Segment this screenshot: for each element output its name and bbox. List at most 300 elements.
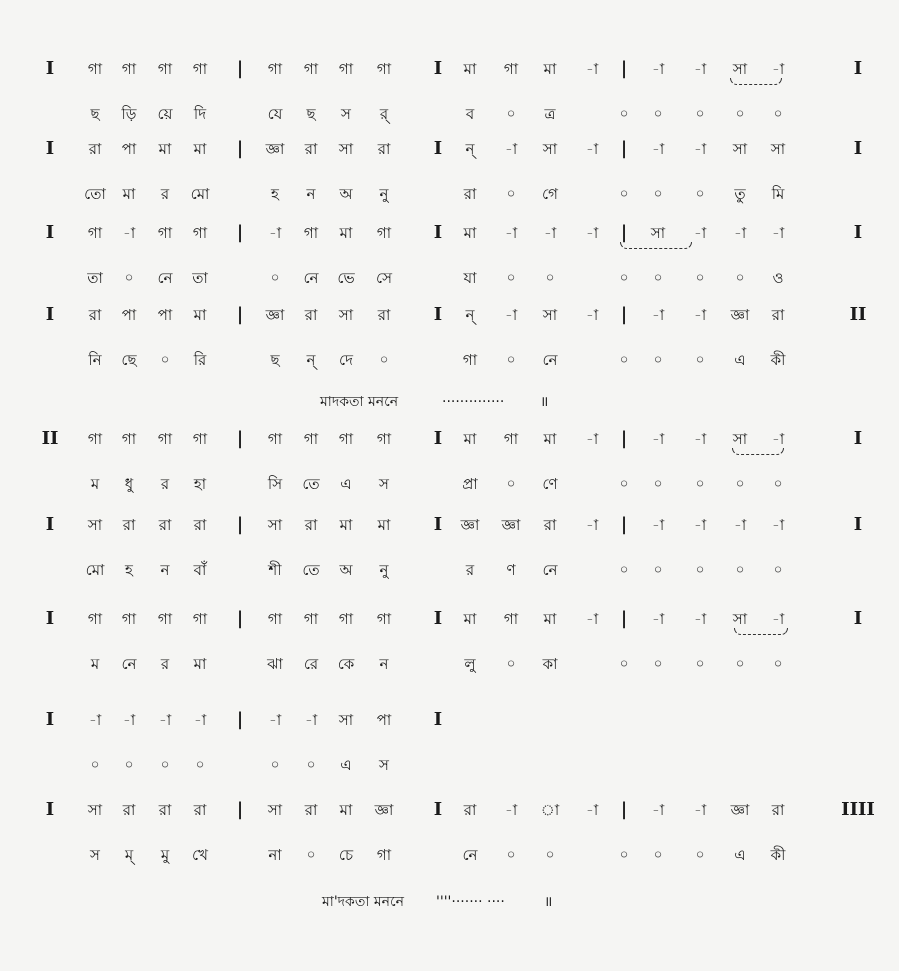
lyric-syllable: মি <box>771 185 785 203</box>
lyric-syllable: স <box>341 105 351 123</box>
note: -া <box>88 711 102 729</box>
refrain-text: মাদকতা মননে <box>320 394 399 410</box>
bar-line: | <box>620 58 628 79</box>
note: গা <box>157 224 173 242</box>
lyric-syllable: কী <box>770 351 786 369</box>
note: -া <box>651 801 665 819</box>
note: মা <box>158 140 172 158</box>
note: জ্ঞা <box>460 516 480 534</box>
lyric-syllable: ছ <box>90 105 100 123</box>
lyric-syllable: নি <box>88 351 102 369</box>
note: গা <box>303 60 319 78</box>
lyric-syllable: ০ <box>695 847 705 863</box>
note: রা <box>158 516 172 534</box>
bar-line: I <box>433 222 443 243</box>
note: মা <box>543 60 557 78</box>
lyric-syllable: ও <box>772 269 784 287</box>
note: মা <box>463 60 477 78</box>
bar-line: | <box>236 799 244 820</box>
lyric-syllable: ০ <box>506 476 516 492</box>
lyric-syllable: ০ <box>619 106 629 122</box>
note: -া <box>771 60 785 78</box>
lyric-syllable: ০ <box>160 757 170 773</box>
lyric-syllable: স <box>379 756 389 774</box>
lyric-syllable: ০ <box>124 757 134 773</box>
lyric-line <box>0 469 899 499</box>
lyric-syllable: ০ <box>506 186 516 202</box>
lyric-syllable: ০ <box>545 847 555 863</box>
note: সা <box>732 140 748 158</box>
note: রা <box>193 801 207 819</box>
refrain-dots: ''''······· ···· <box>436 894 505 910</box>
note: গা <box>376 60 392 78</box>
note: সা <box>770 140 786 158</box>
bar-line: II <box>41 428 59 449</box>
note: রা <box>377 140 391 158</box>
lyric-syllable: ০ <box>506 106 516 122</box>
note: -া <box>585 140 599 158</box>
bar-line: | <box>236 138 244 159</box>
lyric-syllable: গা <box>462 351 478 369</box>
lyric-syllable: মো <box>85 561 105 579</box>
lyric-syllable: যে <box>267 105 283 123</box>
lyric-syllable: ভে <box>337 269 355 287</box>
note: -া <box>585 224 599 242</box>
lyric-syllable: ০ <box>653 106 663 122</box>
note: গা <box>376 430 392 448</box>
note: সা <box>267 801 283 819</box>
notation-line <box>0 795 899 825</box>
bar-line: | <box>620 608 628 629</box>
note: সা <box>87 801 103 819</box>
note: গা <box>303 430 319 448</box>
bar-line: I <box>45 514 55 535</box>
lyric-syllable: ড়ি <box>121 105 137 123</box>
lyric-syllable: ০ <box>653 352 663 368</box>
bar-line: IIII <box>841 799 875 820</box>
lyric-syllable: খে <box>192 846 208 864</box>
note: া <box>540 801 560 819</box>
lyric-syllable: ০ <box>90 757 100 773</box>
note: গা <box>338 430 354 448</box>
lyric-syllable: তা <box>192 269 208 287</box>
lyric-syllable: য়ে <box>157 105 173 123</box>
lyric-syllable: মা <box>193 655 207 673</box>
note: গা <box>503 430 519 448</box>
refrain-dots: ·············· <box>442 394 505 410</box>
lyric-syllable: দে <box>339 351 353 369</box>
note: -া <box>651 610 665 628</box>
bar-line: | <box>236 709 244 730</box>
note: পা <box>157 306 173 324</box>
lyric-syllable: ০ <box>695 562 705 578</box>
lyric-syllable: ০ <box>653 476 663 492</box>
note: সা <box>338 306 354 324</box>
note: সা <box>650 224 666 242</box>
note: রা <box>122 801 136 819</box>
note: রা <box>193 516 207 534</box>
notation-line <box>0 218 899 248</box>
note: -া <box>693 430 707 448</box>
note: রা <box>304 306 318 324</box>
note: গা <box>192 430 208 448</box>
note: গা <box>87 224 103 242</box>
bar-line: I <box>433 514 443 535</box>
bar-line: I <box>433 138 443 159</box>
note: গা <box>503 610 519 628</box>
bar-line: I <box>853 222 863 243</box>
lyric-syllable: ০ <box>124 270 134 286</box>
lyric-syllable: ০ <box>619 847 629 863</box>
bar-line: | <box>620 304 628 325</box>
note: -া <box>693 224 707 242</box>
note: গা <box>121 610 137 628</box>
bar-line: | <box>236 428 244 449</box>
note: গা <box>121 60 137 78</box>
bar-line: | <box>620 138 628 159</box>
lyric-syllable: ০ <box>195 757 205 773</box>
note: মা <box>339 516 353 534</box>
note: মা <box>339 224 353 242</box>
lyric-line <box>0 345 899 375</box>
note: গা <box>376 224 392 242</box>
lyric-syllable: ০ <box>506 847 516 863</box>
lyric-syllable: র <box>160 655 170 673</box>
note: গা <box>267 60 283 78</box>
lyric-syllable: ০ <box>653 847 663 863</box>
note: রা <box>543 516 557 534</box>
lyric-syllable: এ <box>340 756 352 774</box>
lyric-syllable: ত্র <box>544 105 556 123</box>
note: -া <box>651 60 665 78</box>
lyric-syllable: র্ <box>379 105 389 123</box>
note: -া <box>122 224 136 242</box>
lyric-syllable: ০ <box>619 352 629 368</box>
note: গা <box>192 60 208 78</box>
lyric-syllable: এ <box>340 475 352 493</box>
note: গা <box>303 610 319 628</box>
refrain-text: মা'দকতা মননে <box>322 894 404 910</box>
lyric-syllable: র <box>465 561 475 579</box>
note: গা <box>192 610 208 628</box>
lyric-syllable: সি <box>267 475 283 493</box>
lyric-syllable: তে <box>302 561 320 579</box>
meend-slur <box>620 242 692 249</box>
bar-line: I <box>853 428 863 449</box>
lyric-line <box>0 840 899 870</box>
lyric-syllable: ম্ <box>124 846 134 864</box>
note: -া <box>158 711 172 729</box>
lyric-syllable: ০ <box>773 476 783 492</box>
lyric-line <box>0 179 899 209</box>
lyric-syllable: ০ <box>619 270 629 286</box>
lyric-syllable: ন <box>160 561 170 579</box>
bar-line: I <box>45 608 55 629</box>
note: -া <box>651 306 665 324</box>
note: -া <box>771 430 785 448</box>
note: গা <box>192 224 208 242</box>
note: গা <box>338 610 354 628</box>
bar-line: I <box>433 709 443 730</box>
note: গা <box>338 60 354 78</box>
note: রা <box>304 516 318 534</box>
lyric-syllable: ছ <box>306 105 316 123</box>
note: -া <box>193 711 207 729</box>
lyric-line <box>0 750 899 780</box>
lyric-syllable: যা <box>463 269 477 287</box>
lyric-syllable: মু <box>160 846 170 864</box>
lyric-syllable: ০ <box>773 106 783 122</box>
lyric-syllable: ০ <box>695 352 705 368</box>
lyric-syllable: ম <box>90 475 100 493</box>
note: গা <box>267 610 283 628</box>
note: রা <box>463 801 477 819</box>
note: -া <box>504 140 518 158</box>
lyric-syllable: লু <box>464 655 476 673</box>
lyric-syllable: শী <box>268 561 282 579</box>
bar-line: I <box>45 222 55 243</box>
note: সা <box>542 306 558 324</box>
lyric-line <box>0 649 899 679</box>
note: গা <box>157 610 173 628</box>
bar-line: I <box>853 608 863 629</box>
lyric-syllable: ০ <box>379 352 389 368</box>
lyric-syllable: মো <box>190 185 210 203</box>
lyric-line <box>0 99 899 129</box>
lyric-syllable: ০ <box>619 186 629 202</box>
note: -া <box>585 60 599 78</box>
note: জ্ঞা <box>730 306 750 324</box>
lyric-syllable: ০ <box>695 106 705 122</box>
lyric-syllable: হা <box>193 475 207 493</box>
lyric-syllable: ব <box>465 105 475 123</box>
bar-line: I <box>433 428 443 449</box>
lyric-syllable: নে <box>157 269 173 287</box>
lyric-syllable: ০ <box>735 476 745 492</box>
lyric-syllable: বাঁ <box>193 561 207 579</box>
bar-line: I <box>45 799 55 820</box>
lyric-syllable: তে <box>302 475 320 493</box>
bar-line: I <box>853 514 863 535</box>
bar-line: II <box>849 304 867 325</box>
note: -া <box>733 224 747 242</box>
note: সা <box>732 60 748 78</box>
lyric-syllable: ০ <box>506 352 516 368</box>
lyric-syllable: ০ <box>695 270 705 286</box>
bar-line: I <box>433 304 443 325</box>
bar-line: I <box>433 58 443 79</box>
note: -া <box>504 306 518 324</box>
note: সা <box>87 516 103 534</box>
bar-line: | <box>620 222 628 243</box>
note: -া <box>585 430 599 448</box>
note: সা <box>732 430 748 448</box>
lyric-syllable: চে <box>338 846 354 864</box>
note: মা <box>193 140 207 158</box>
lyric-syllable: প্রা <box>462 475 478 493</box>
bar-line: | <box>236 608 244 629</box>
lyric-syllable: ০ <box>653 656 663 672</box>
lyric-syllable: ০ <box>695 186 705 202</box>
note: -া <box>585 610 599 628</box>
lyric-syllable: ন <box>379 655 389 673</box>
lyric-syllable: ০ <box>619 562 629 578</box>
note: সা <box>542 140 558 158</box>
lyric-syllable: স <box>379 475 389 493</box>
note: গা <box>303 224 319 242</box>
lyric-syllable: ০ <box>545 270 555 286</box>
notation-line <box>0 134 899 164</box>
lyric-syllable: ০ <box>270 757 280 773</box>
note: -া <box>771 610 785 628</box>
lyric-syllable: ন্ <box>306 351 316 369</box>
note: পা <box>121 140 137 158</box>
lyric-syllable: গে <box>542 185 558 203</box>
lyric-syllable: অ <box>339 561 353 579</box>
note: -া <box>304 711 318 729</box>
lyric-syllable: ন <box>306 185 316 203</box>
lyric-syllable: নে <box>303 269 319 287</box>
lyric-syllable: নে <box>542 561 558 579</box>
note: গা <box>157 430 173 448</box>
note: সা <box>338 711 354 729</box>
note: -া <box>651 140 665 158</box>
lyric-syllable: ০ <box>619 476 629 492</box>
note: জ্ঞা <box>374 801 394 819</box>
notation-line <box>0 510 899 540</box>
lyric-syllable: ০ <box>773 562 783 578</box>
lyric-syllable: ০ <box>695 656 705 672</box>
note: গা <box>87 430 103 448</box>
note: জ্ঞা <box>265 140 285 158</box>
lyric-syllable: ম <box>90 655 100 673</box>
bar-line: I <box>45 304 55 325</box>
note: জ্ঞা <box>730 801 750 819</box>
bar-line: | <box>236 222 244 243</box>
bar-line: | <box>620 428 628 449</box>
note: মা <box>463 610 477 628</box>
note: -া <box>651 430 665 448</box>
note: -া <box>651 516 665 534</box>
note: -া <box>504 801 518 819</box>
lyric-syllable: হ <box>125 561 133 579</box>
meend-slur <box>730 78 782 85</box>
lyric-syllable: ০ <box>735 562 745 578</box>
note: জ্ঞা <box>501 516 521 534</box>
note: গা <box>267 430 283 448</box>
note: জ্ঞা <box>265 306 285 324</box>
lyric-syllable: এ <box>734 351 746 369</box>
lyric-syllable: নে <box>121 655 137 673</box>
lyric-syllable: গা <box>376 846 392 864</box>
note: গা <box>503 60 519 78</box>
notation-line <box>0 705 899 735</box>
note: -া <box>771 516 785 534</box>
lyric-syllable: রে <box>303 655 319 673</box>
note: মা <box>463 430 477 448</box>
note: -া <box>504 224 518 242</box>
note: রা <box>88 306 102 324</box>
lyric-syllable: ০ <box>653 270 663 286</box>
lyric-syllable: ছ <box>270 351 280 369</box>
lyric-syllable: ঝা <box>267 655 283 673</box>
note: -া <box>693 306 707 324</box>
lyric-syllable: ০ <box>619 656 629 672</box>
lyric-syllable: স <box>90 846 100 864</box>
note: -া <box>693 801 707 819</box>
bar-line: I <box>433 799 443 820</box>
lyric-syllable: কী <box>770 846 786 864</box>
note: -া <box>268 711 282 729</box>
lyric-syllable: ০ <box>735 656 745 672</box>
note: মা <box>339 801 353 819</box>
note: -া <box>585 801 599 819</box>
lyric-syllable: ০ <box>506 270 516 286</box>
lyric-syllable: ০ <box>653 186 663 202</box>
lyric-syllable: ধু <box>124 475 134 493</box>
lyric-syllable: রি <box>193 351 207 369</box>
note: -া <box>585 516 599 534</box>
bar-line: | <box>620 799 628 820</box>
lyric-syllable: রা <box>463 185 477 203</box>
note: মা <box>463 224 477 242</box>
lyric-syllable: ০ <box>306 757 316 773</box>
note: -া <box>693 60 707 78</box>
lyric-syllable: ণ <box>506 561 516 579</box>
lyric-syllable: সে <box>376 269 392 287</box>
lyric-syllable: ০ <box>773 656 783 672</box>
note: মা <box>377 516 391 534</box>
bar-line: I <box>45 58 55 79</box>
note: মা <box>543 610 557 628</box>
note: রা <box>122 516 136 534</box>
note: রা <box>304 140 318 158</box>
lyric-syllable: নু <box>379 561 389 579</box>
note: রা <box>304 801 318 819</box>
lyric-syllable: ছে <box>121 351 137 369</box>
lyric-syllable: নে <box>462 846 478 864</box>
note: -া <box>585 306 599 324</box>
note: পা <box>376 711 392 729</box>
note: রা <box>158 801 172 819</box>
lyric-syllable: তু <box>734 185 746 203</box>
note: গা <box>87 610 103 628</box>
meend-slur <box>732 448 784 455</box>
note: -া <box>733 516 747 534</box>
bar-line: I <box>853 138 863 159</box>
lyric-syllable: ০ <box>695 476 705 492</box>
note: সা <box>267 516 283 534</box>
note: -া <box>122 711 136 729</box>
lyric-line <box>0 555 899 585</box>
note: সা <box>338 140 354 158</box>
lyric-syllable: ০ <box>735 270 745 286</box>
note: -া <box>693 610 707 628</box>
note: গা <box>121 430 137 448</box>
note: গা <box>87 60 103 78</box>
bar-line: | <box>236 304 244 325</box>
note: -া <box>268 224 282 242</box>
lyric-syllable: কে <box>337 655 355 673</box>
bar-line: | <box>236 514 244 535</box>
meend-slur <box>734 628 788 635</box>
note: মা <box>193 306 207 324</box>
lyric-syllable: ণে <box>542 475 558 493</box>
note: রা <box>771 306 785 324</box>
lyric-line <box>0 263 899 293</box>
lyric-syllable: মা <box>122 185 136 203</box>
note: সা <box>732 610 748 628</box>
